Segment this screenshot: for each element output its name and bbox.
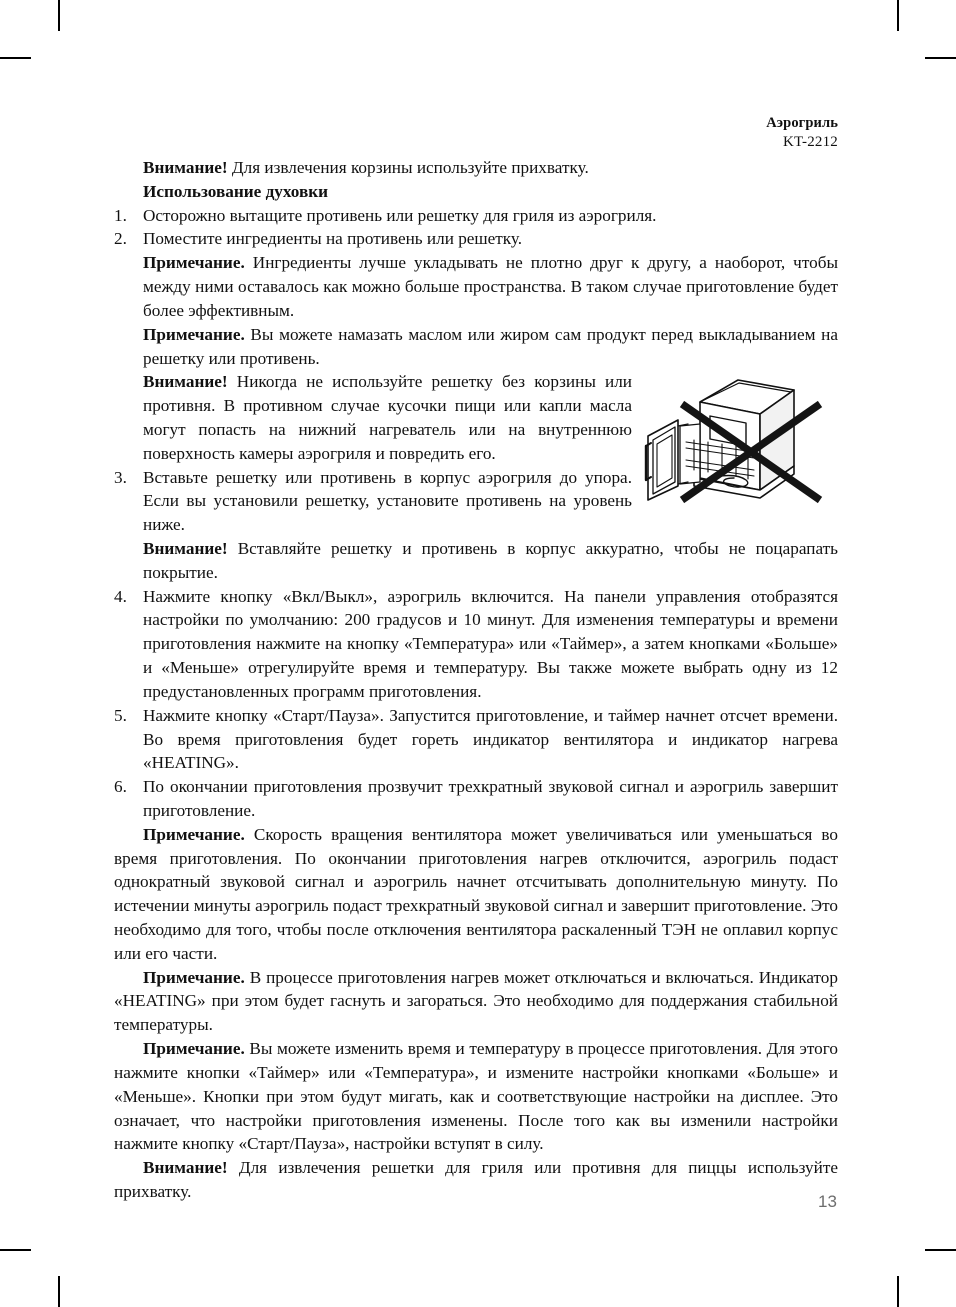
note-oil-lead: Примечание. xyxy=(143,324,245,344)
warning-basket-text: Для извлечения корзины используйте прихватку. xyxy=(227,158,589,177)
crop-mark-bottom-left-horizontal xyxy=(0,1249,31,1251)
list-item-text: Вставьте решетку или противень в корпус аэрогриля до упора. Если вы установили решетку, установите противень на уровень ниже. xyxy=(143,467,632,535)
note-heating-paragraph xyxy=(114,966,838,1037)
list-item-text: Поместите ингредиенты на противень или решетку. xyxy=(143,229,523,249)
steps-list-part-3 xyxy=(114,585,838,823)
section-heading-label: Использование духовки xyxy=(143,181,329,201)
note-oil-text: Вы можете намазать маслом или жиром сам продукт перед выкладыванием на решетку или противень. xyxy=(143,324,838,368)
crop-mark-bottom-right-horizontal xyxy=(925,1249,956,1251)
list-item xyxy=(114,227,838,251)
list-item xyxy=(114,704,838,775)
list-item-number: 2. xyxy=(114,229,127,249)
section-heading xyxy=(114,180,838,204)
list-item-number: 4. xyxy=(114,586,127,606)
crop-mark-top-left-horizontal xyxy=(0,57,31,59)
warning-insert-lead: Внимание! xyxy=(143,539,228,558)
crop-mark-bottom-left-vertical xyxy=(58,1276,60,1307)
warning-grate-text: Никогда не используйте решетку без корзины или противня. В противном случае кусочки пищи или капли масла могут попасть на нижний нагреватель или на внутреннюю поверхность камеры аэрогриля и повредить его. xyxy=(143,372,632,463)
note-spacing-text: Ингредиенты лучше укладывать не плотно друг к другу, а наоборот, чтобы между ними оставалось как можно больше пространства. В таком случае приготовление будет более эффективным. xyxy=(143,253,838,320)
note-change-paragraph xyxy=(114,1037,838,1156)
steps-list-part-2 xyxy=(114,466,838,537)
list-item-text: По окончании приготовления прозвучит трехкратный звуковой сигнал и аэрогриль завершит приготовление. xyxy=(143,777,838,820)
warning-basket-paragraph xyxy=(114,156,838,180)
list-item xyxy=(114,775,838,823)
list-item-number: 1. xyxy=(114,205,127,225)
note-change-text: Вы можете изменить время и температуру в процессе приготовления. Для этого нажмите кнопки «Таймер» или «Температура», и измените настройки кнопками «Больше» и «Меньше». Кнопки при этом будут мигать, как и соответствующие настройки на дисплее. Это означает, что настройки приготовления изменены. После того как вы изменили настройки нажмите кнопку «Старт/Пауза», настройки вступят в силу. xyxy=(114,1039,838,1154)
page-body xyxy=(114,156,838,1204)
list-item-text: Нажмите кнопку «Старт/Пауза». Запустится приготовление, и таймер начнет отсчет времени. Во время приготовления будет гореть индикатор вентилятора и индикатор нагрева «HEATING». xyxy=(143,705,838,773)
note-heating-text: В процессе приготовления нагрев может отключаться и включаться. Индикатор «HEATING» при этом будет гаснуть и загораться. Это необходимо для поддержания стабильной температуры. xyxy=(114,967,838,1035)
warning-insert-text: Вставляйте решетку и противень в корпус аккуратно, чтобы не поцарапать покрытие. xyxy=(143,539,838,582)
note-spacing-lead: Примечание. xyxy=(143,253,245,273)
crop-mark-top-right-vertical xyxy=(897,0,899,31)
note-spacing-paragraph xyxy=(114,251,838,322)
running-head xyxy=(518,114,838,152)
list-item-text: Нажмите кнопку «Вкл/Выкл», аэрогриль включится. На панели управления отобразятся настройки по умолчанию: 200 градусов и 10 минут. Для изменения температуры и времени приготовления нажмите на кнопку «Температура» или «Таймер», а затем кнопками «Больше» и «Меньше» отрегулируйте время и температуру. Вы также можете выбрать одну из 12 предустановленных программ приготовления. xyxy=(143,586,838,701)
list-item xyxy=(114,204,838,228)
warning-basket-lead: Внимание! xyxy=(143,158,228,177)
running-head-model-name: Аэрогриль xyxy=(766,115,838,131)
running-head-model-code: KT-2212 xyxy=(782,133,838,150)
page-number: 13 xyxy=(818,1192,837,1211)
list-item-number: 3. xyxy=(114,467,127,487)
note-oil-paragraph xyxy=(114,323,838,371)
note-fan-text: Скорость вращения вентилятора может увеличиваться или уменьшаться во время приготовления. По окончании приготовления нагрев отключится, аэрогриль подаст однократный звуковой сигнал и аэрогриль начнет отсчитывать дополнительную минуту. По истечении минуты аэрогриль подаст трехкратный звуковой сигнал и завершит приготовление. Это необходимо для того, чтобы после отключения вентилятора раскаленный ТЭН не оплавил корпус или его части. xyxy=(114,824,838,963)
warning-mitt-paragraph xyxy=(114,1156,838,1204)
list-item xyxy=(114,585,838,704)
steps-list-part-1 xyxy=(114,204,838,252)
crop-mark-top-right-horizontal xyxy=(925,57,956,59)
list-item xyxy=(114,466,838,537)
list-item-number: 6. xyxy=(114,777,127,797)
crop-mark-top-left-vertical xyxy=(58,0,60,31)
note-change-lead: Примечание. xyxy=(143,1039,245,1059)
warning-insert-paragraph xyxy=(114,537,838,585)
warning-grate-lead: Внимание! xyxy=(143,372,228,392)
list-item-number: 5. xyxy=(114,705,127,725)
note-fan-paragraph xyxy=(114,823,838,966)
list-item-text: Осторожно вытащите противень или решетку для гриля из аэрогриля. xyxy=(143,205,657,225)
crop-mark-bottom-right-vertical xyxy=(897,1276,899,1307)
note-fan-lead: Примечание. xyxy=(143,824,245,844)
warning-mitt-lead: Внимание! xyxy=(143,1158,228,1178)
warning-mitt-text: Для извлечения решетки для гриля или противня для пиццы используйте прихватку. xyxy=(114,1158,838,1201)
note-heating-lead: Примечание. xyxy=(143,967,245,987)
